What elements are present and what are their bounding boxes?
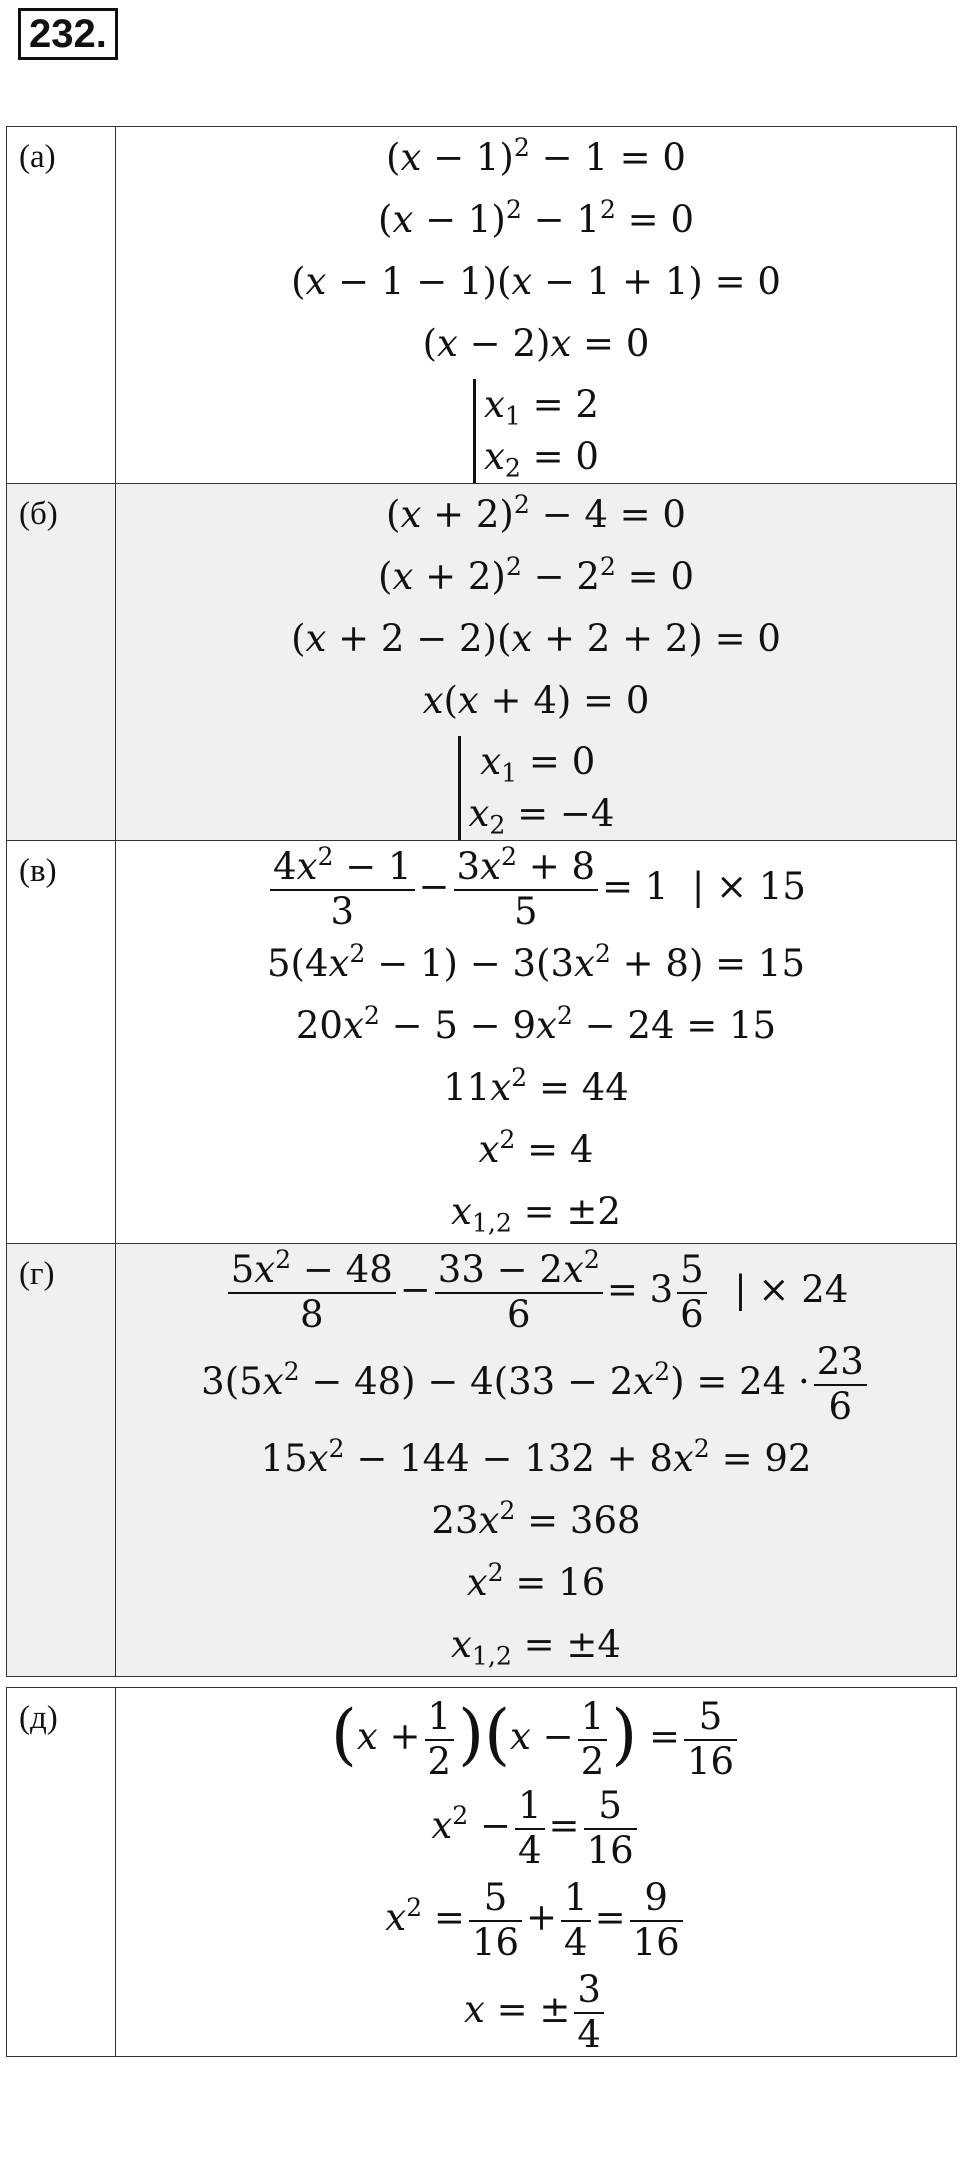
eq-a-3: (x − 1 − 1)(x − 1 + 1) = 0	[291, 260, 781, 303]
eq-a-1: $(x - 1)^2 - 1 = 0$	[386, 133, 686, 179]
fraction: $\frac{1}{2}$	[578, 1696, 608, 1783]
eq-e-1: (x + $\frac{1}{2}$ )(x − $\frac{1}{2}$ ) = $\frac{5}{16}$	[116, 1688, 956, 1780]
eq-c-4: $11x^2 = 44$	[443, 1063, 629, 1109]
eq-d-2: $3(5x^2 - 48) - 4(33 - 2x^2) = 24$ · $\frac{23}{6}$	[116, 1336, 956, 1428]
row-e	[7, 1688, 957, 2057]
label-d: (г)	[7, 1244, 116, 1677]
fraction: $\frac{5x^2 - 48}{8}$	[228, 1249, 396, 1336]
eq-c-6: $x_{1,2} = \pm 2$	[451, 1190, 621, 1238]
solution-table	[6, 126, 957, 2057]
fraction: $\frac{5}{16}$	[584, 1785, 637, 1872]
eq-b-2: $(x + 2)^2 - 2^2 = 0$	[378, 552, 694, 598]
eq-c-3: $20x^2 - 5 - 9x^2 - 24 = 15$	[295, 1001, 777, 1047]
roots-a	[473, 379, 599, 483]
root-b-1: $x_1 = 0$	[480, 740, 596, 788]
eq-a-2: $(x - 1)^2 - 1^2 = 0$	[378, 195, 694, 241]
fraction: $\frac{5}{16}$	[469, 1877, 522, 1964]
work-c	[116, 841, 957, 1244]
eq-b-3: (x + 2 − 2)(x + 2 + 2) = 0	[291, 617, 781, 660]
eq-b-4: x(x + 4) = 0	[422, 679, 650, 722]
eq-d-5: $x^2 = 16$	[466, 1558, 606, 1604]
label-a: (а)	[7, 127, 116, 484]
work-e	[116, 1688, 957, 2057]
fraction: $\frac{23}{6}$	[814, 1341, 867, 1428]
roots-b	[458, 736, 615, 840]
fraction: $\frac{5}{6}$	[677, 1249, 707, 1336]
eq-c-2: $5(4x^2 - 1) - 3(3x^2 + 8) = 15$	[267, 939, 805, 985]
work-b	[116, 484, 957, 841]
fraction: $\frac{1}{4}$	[561, 1877, 591, 1964]
eq-a-4: (x − 2)x = 0	[422, 322, 650, 365]
eq-e-4: x = ± $\frac{3}{4}$	[116, 1964, 956, 2056]
root-a-2: $x_2 = 0$	[484, 435, 599, 483]
eq-d-6: $x_{1,2} = \pm 4$	[451, 1623, 621, 1671]
fraction: $\frac{5}{16}$	[684, 1696, 737, 1783]
fraction: $\frac{3x^2 + 8}{5}$	[454, 846, 599, 933]
row-d	[7, 1244, 957, 1677]
label-c: (в)	[7, 841, 116, 1244]
eq-c-1: $\frac{4x^2 - 1}{3}$ − $\frac{3x^2 + 8}{5}$ = 1 | × 15	[116, 841, 956, 933]
fraction: $\frac{1}{2}$	[425, 1696, 455, 1783]
fraction: $\frac{4x^2 - 1}{3}$	[270, 846, 415, 933]
row-c	[7, 841, 957, 1244]
work-a	[116, 127, 957, 484]
problem-number: 232.	[18, 8, 118, 60]
eq-e-2: $x^2$ − $\frac{1}{4}$ = $\frac{5}{16}$	[116, 1780, 956, 1872]
row-a	[7, 127, 957, 484]
fraction: $\frac{1}{4}$	[515, 1785, 545, 1872]
label-b: (б)	[7, 484, 116, 841]
eq-c-5: $x^2 = 4$	[478, 1125, 594, 1171]
eq-d-4: $23x^2 = 368$	[431, 1496, 641, 1542]
eq-d-3: $15x^2 - 144 - 132 + 8x^2 = 92$	[260, 1434, 812, 1480]
work-d	[116, 1244, 957, 1677]
fraction: $\frac{33 - 2x^2}{6}$	[435, 1249, 603, 1336]
eq-b-1: $(x + 2)^2 - 4 = 0$	[386, 490, 686, 536]
eq-e-3: $x^2$ = $\frac{5}{16}$ + $\frac{1}{4}$ = $\frac{9}{16}$	[116, 1872, 956, 1964]
eq-d-1: $\frac{5x^2 - 48}{8}$ − $\frac{33 - 2x^2}{6}$ = 3 $\frac{5}{6}$ | × 24	[116, 1244, 956, 1336]
row-b	[7, 484, 957, 841]
fraction: $\frac{3}{4}$	[574, 1969, 604, 2056]
fraction: $\frac{9}{16}$	[630, 1877, 683, 1964]
root-a-1: $x_1 = 2$	[484, 383, 599, 431]
label-e: (д)	[7, 1688, 116, 2057]
root-b-2: $x_2 = -4$	[468, 792, 615, 840]
